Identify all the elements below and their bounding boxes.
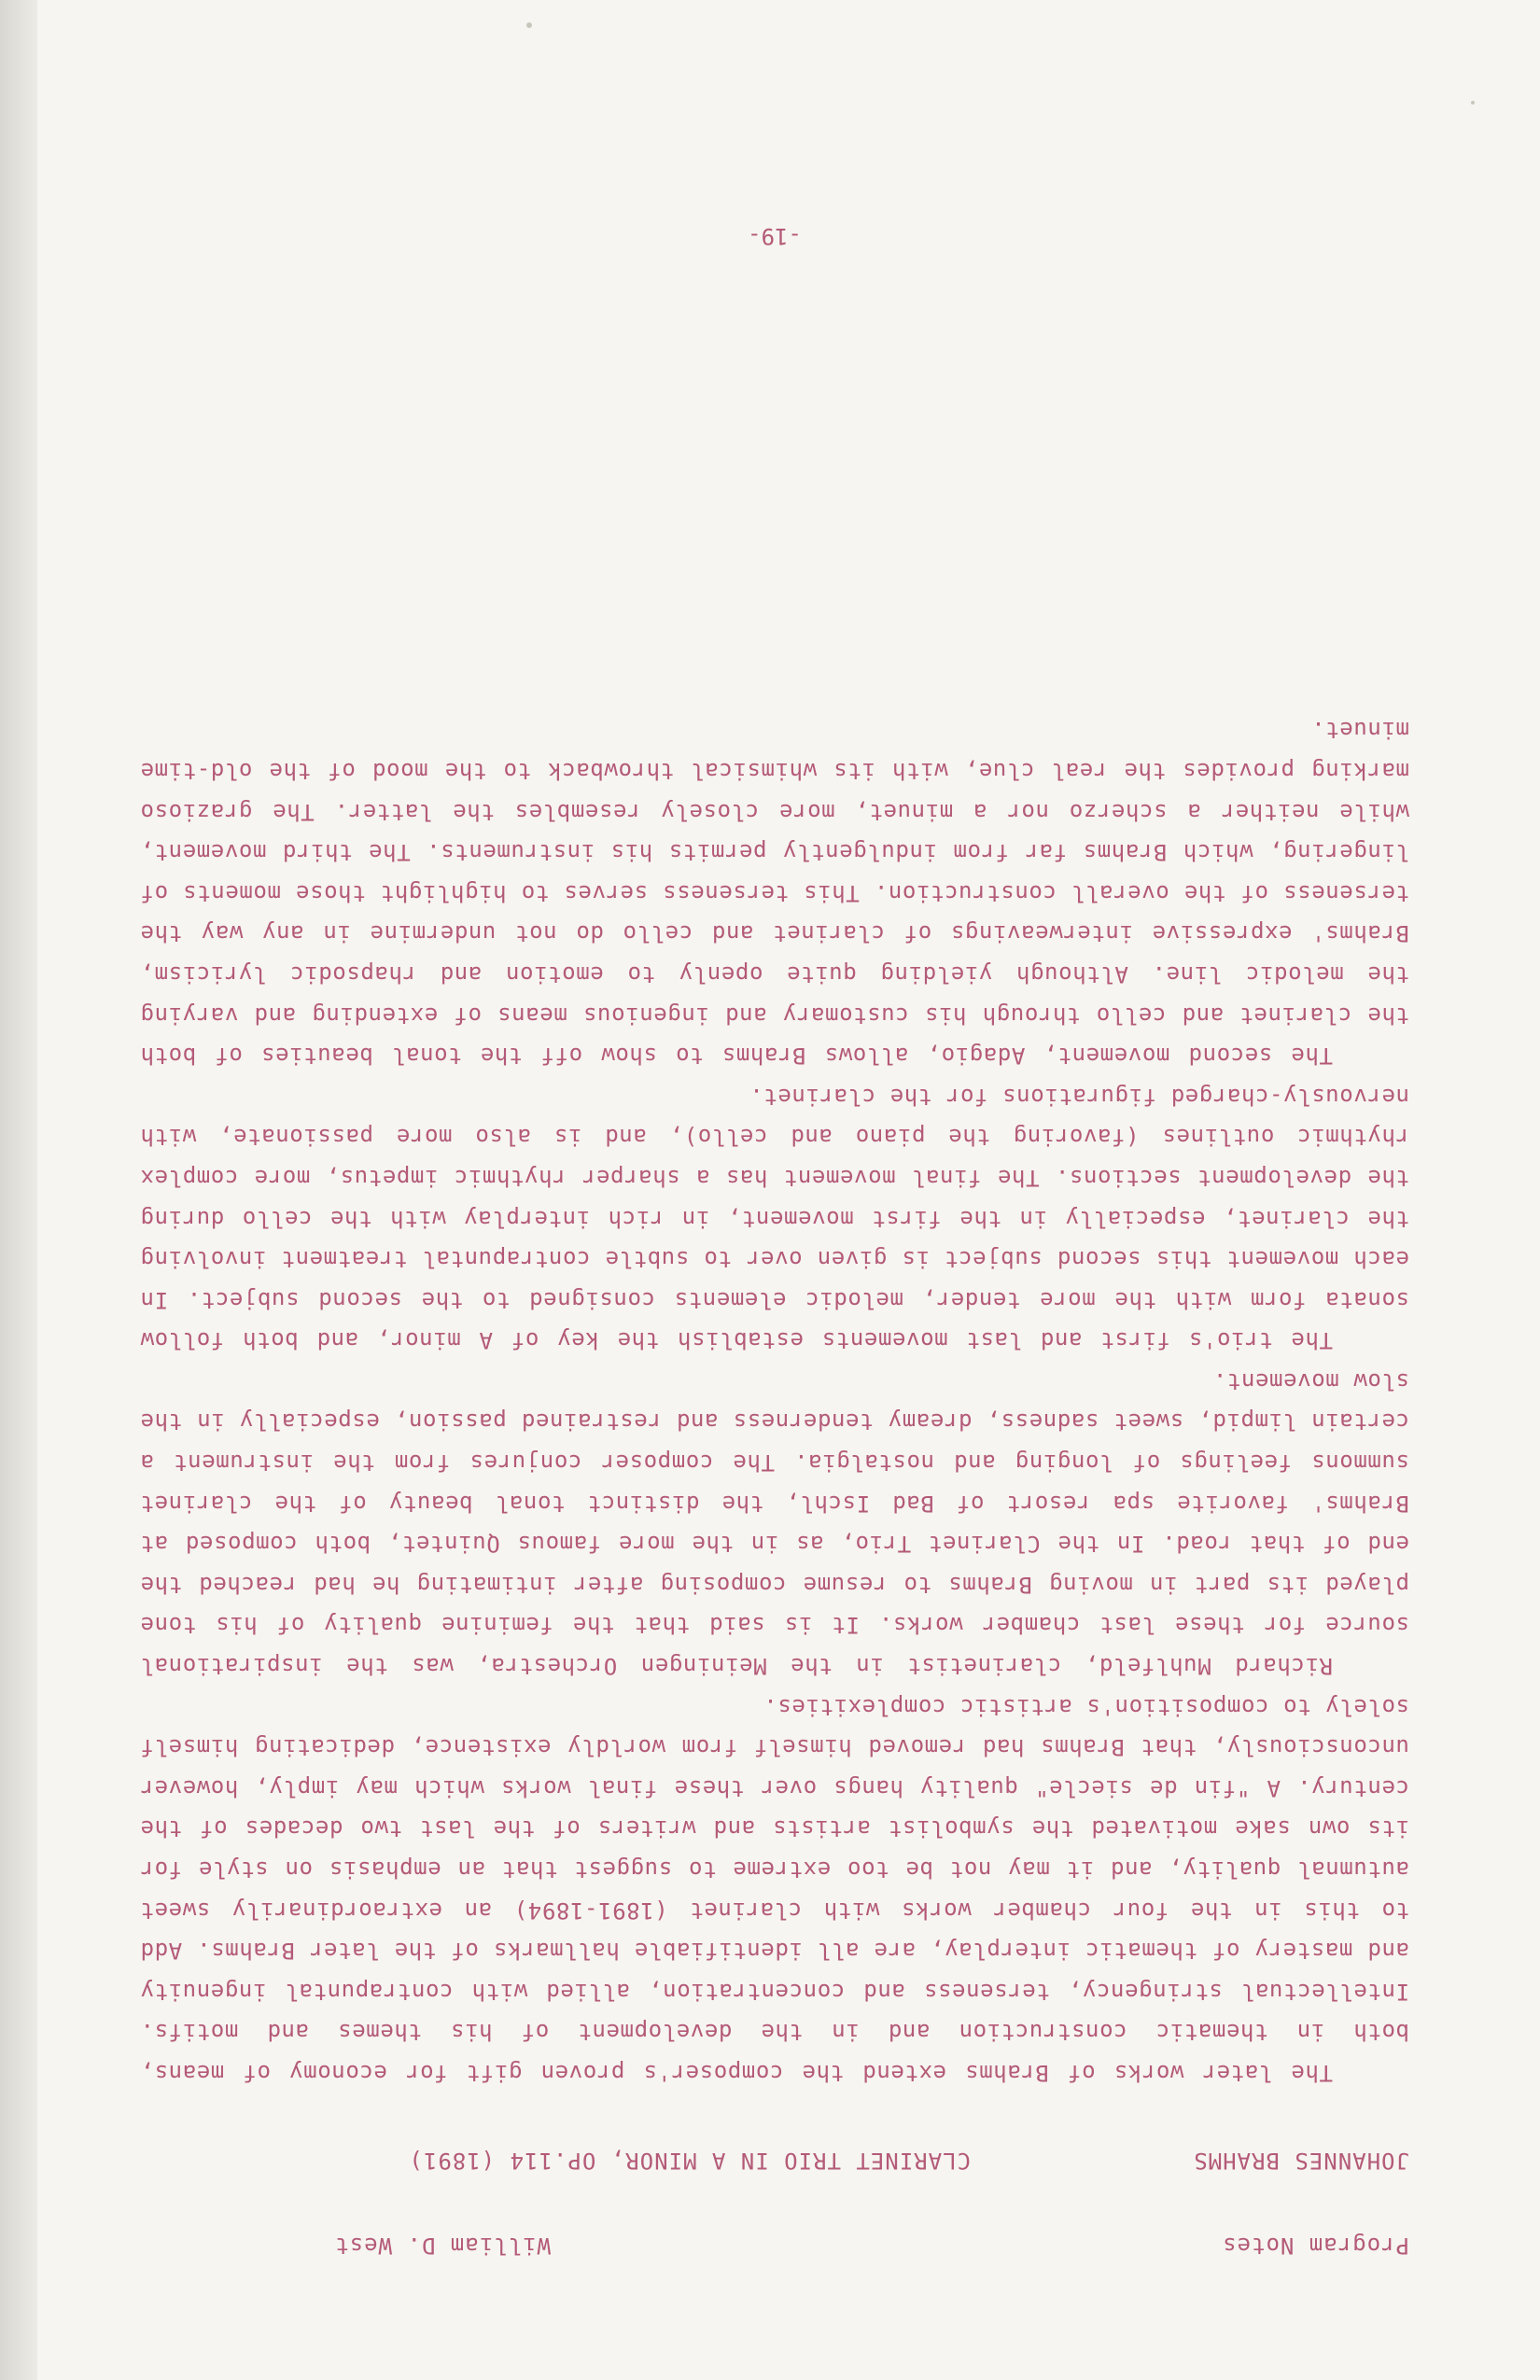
paper-speck <box>526 22 532 28</box>
paragraph: The later works of Brahms extend the composer's proven gift for economy of means, both in thematic construction and in the development of his themes and motifs. Intellectual stringency, terseness and concentration, allied with contrapuntal ingenuity and mastery of thematic interplay, are all identifiable hallmarks of the later Brahms. Add to this in the four chamber works with clarinet (1891-1894) an extraordinarily sweet autumnal quality, and it may not be too extreme to suggest that an emphasis on style for its own sake motivated the symbolist artists and writers of the last two decades of the century. A "fin de siecle" quality hangs over these final works which may imply, however unconsciously, that Brahms had removed himself from worldly existence, dedicating himself solely to composition's artistic complexities. <box>140 1693 1409 2086</box>
paragraph: The trio's first and last movements establish the key of A minor, and both follow sonata form with the more tender, melodic elements consigned to the second subject. In each movement this second subject is given over to subtle contrapuntal treatment involving the clarinet, especially in the first movement, in rich interplay with the cello during the development sections. The final movement has a sharper rhythmic impetus, more complex rhythmic outlines (favoring the piano and cello), and is also more passionate, with nervously-charged figurations for the clarinet. <box>140 1083 1409 1354</box>
work-title: CLARINET TRIO IN A MINOR, OP.114 (1891) <box>408 2148 971 2174</box>
paragraph: Richard Muhlfeld, clarinetist in the Meiningen Orchestra, was the inspirational source for these last chamber works. It is said that the feminine quality of his tone played its part in moving Brahms to resume composing after intimating he had reached the end of that road. In the Clarinet Trio, as in the more famous Quintet, both composed at Brahms' favorite spa resort of Bad Ischl, the distinct tonal beauty of the clarinet summons feelings of longing and nostalgia. The composer conjures from the instrument a certain limpid, sweet sadness, dreamy tenderness and restrained passion, especially in the slow movement. <box>140 1367 1409 1680</box>
program-notes-label: Program Notes <box>1222 2233 1409 2259</box>
body-text <box>140 709 1409 2093</box>
paper-speck <box>1471 101 1475 105</box>
paragraph: The second movement, Adagio, allows Brahms to show off the tonal beauties of both the clarinet and cello through his customary and ingenious means of extending and varying the melodic line. Although yielding quite openly to emotion and rhapsodic lyricism, Brahms' expressive interweavings of clarinet and cello do not undermine in any way the terseness of the overall construction. This terseness serves to highlight those moments of lingering, which Brahms far from indulgently permits his instruments. The third movement, while neither a scherzo nor a minuet, more closely resembles the latter. The grazioso marking provides the real clue, with its whimsical throwback to the mood of the old-time minuet. <box>140 717 1409 1070</box>
page-number: -19- <box>748 223 802 249</box>
page-edge-shadow <box>0 0 37 2380</box>
composer-name: JOHANNES BRAHMS <box>1193 2148 1409 2174</box>
author-name: William D. West <box>334 2233 551 2259</box>
